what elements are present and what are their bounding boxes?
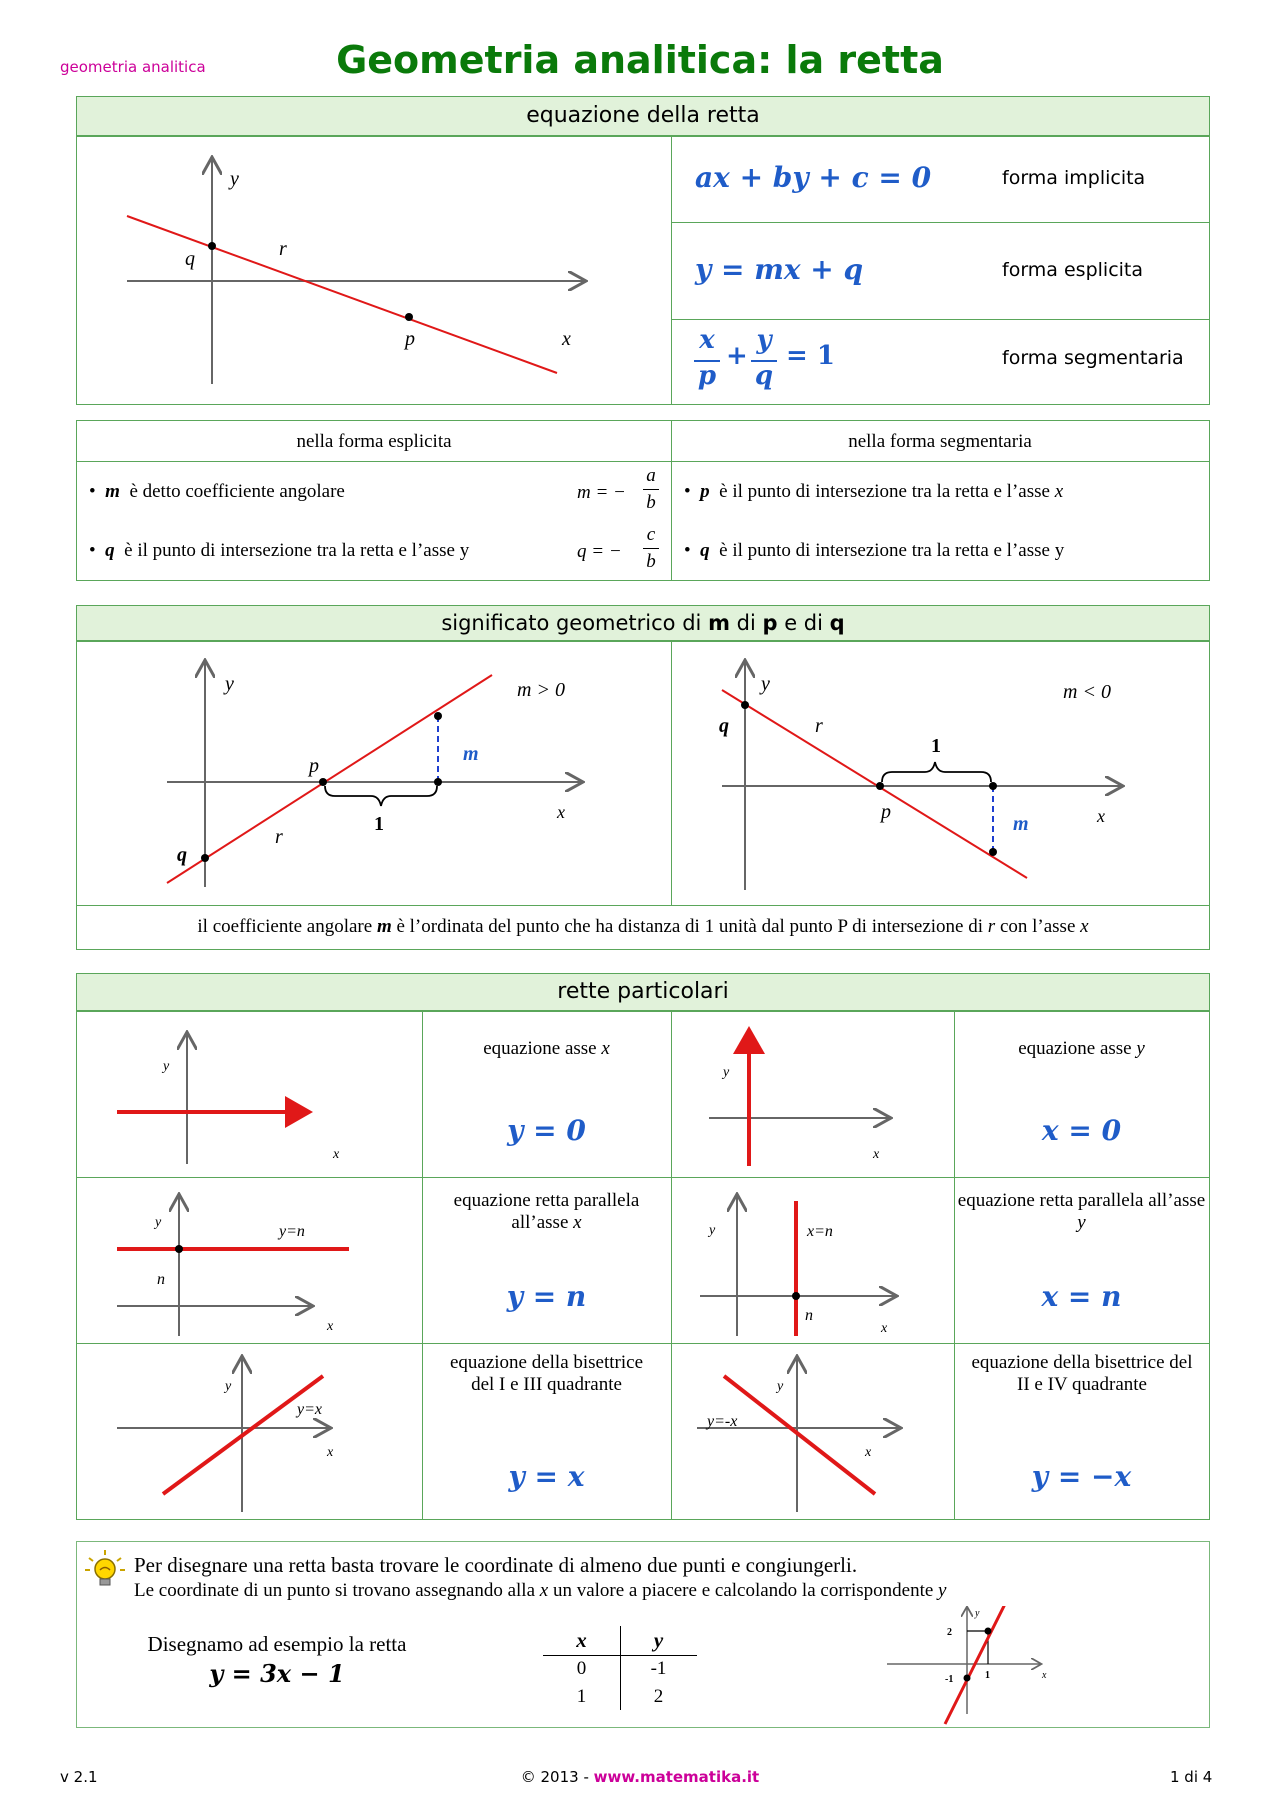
point-p — [405, 313, 413, 321]
svg-text:m > 0: m > 0 — [517, 679, 565, 701]
svg-text:y: y — [761, 673, 770, 695]
svg-text:p: p — [309, 755, 319, 777]
svg-text:x: x — [873, 1147, 880, 1162]
left-title: nella forma esplicita — [296, 431, 452, 452]
frac1-den: p — [697, 361, 717, 391]
eq-parallel-y: x = n — [1041, 1280, 1122, 1313]
desc-parallel-y: equazione retta parallela all’asse y — [957, 1190, 1206, 1233]
lightbulb-icon — [83, 1548, 127, 1592]
section-equazione — [76, 96, 1210, 405]
svg-text:1: 1 — [985, 1670, 990, 1681]
desc-asse-x: equazione asse x — [483, 1038, 610, 1059]
svg-text:y: y — [155, 1215, 162, 1230]
eq-bisettrice-2: y = −x — [1031, 1460, 1132, 1493]
svg-text:y: y — [777, 1379, 784, 1394]
frac2-num: y — [756, 325, 772, 355]
svg-text:m < 0: m < 0 — [1063, 681, 1111, 703]
page-title: Geometria analitica: la retta — [336, 38, 944, 82]
example-equation: y = 3x − 1 — [209, 1659, 345, 1688]
graph-bisettrice-1 — [117, 1352, 417, 1517]
formula-m: m = − a b — [577, 465, 667, 525]
form-segment-label: forma segmentaria — [1002, 347, 1184, 369]
y-label: y — [230, 168, 239, 190]
svg-text:m: m — [1013, 813, 1029, 835]
left-item-q: • q è il punto di intersezione tra la retta e l’asse y — [89, 540, 470, 561]
svg-text:y: y — [163, 1059, 170, 1074]
svg-text:y: y — [975, 1608, 980, 1619]
graph-parallel-y — [697, 1186, 947, 1336]
version-label: v 2.1 — [60, 1768, 98, 1786]
svg-text:r: r — [815, 715, 823, 737]
frac-rest: = 1 — [786, 341, 835, 371]
form-implicit-label: forma implicita — [1002, 167, 1146, 189]
svg-text:p: p — [881, 801, 891, 823]
eq-parallel-x: y = n — [506, 1280, 587, 1313]
example-text: Disegnamo ad esempio la retta — [147, 1632, 407, 1656]
svg-text:1: 1 — [931, 735, 941, 757]
section-forms-detail — [76, 420, 1210, 581]
form-explicit-label: forma esplicita — [1002, 259, 1144, 281]
svg-text:q: q — [177, 844, 187, 866]
topic-label: geometria analitica — [60, 58, 206, 76]
x-label: x — [562, 328, 571, 350]
svg-text:x: x — [557, 802, 565, 822]
example-line2: Le coordinate di un punto si trovano assegnando alla x un valore a piacere e calcolando la corrispondente y — [134, 1580, 947, 1601]
svg-text:n: n — [157, 1271, 165, 1288]
svg-text:y=x: y=x — [297, 1401, 322, 1418]
graph-bisettrice-2 — [697, 1352, 947, 1517]
right-item-q: • q è il punto di intersezione tra la retta e l’asse y — [684, 540, 1065, 561]
copyright: © 2013 - www.matematika.it — [520, 1768, 760, 1786]
table-cell: 1 — [576, 1686, 587, 1707]
frac2-den: q — [754, 361, 774, 391]
svg-text:x: x — [333, 1147, 340, 1162]
svg-text:x: x — [1097, 806, 1105, 826]
graph-asse-x — [117, 1024, 407, 1174]
svg-text:x=n: x=n — [807, 1223, 833, 1240]
graph-m-positive — [137, 650, 657, 900]
p-label: p — [405, 328, 415, 350]
eq-asse-x: y = 0 — [507, 1114, 586, 1147]
svg-text:x: x — [327, 1445, 334, 1460]
example-graph — [887, 1606, 1107, 1726]
graph-parallel-x — [117, 1186, 417, 1336]
svg-text:x: x — [865, 1445, 872, 1460]
section-significato — [76, 605, 1210, 950]
eq-bisettrice-1: y = x — [508, 1460, 585, 1493]
section-rette-particolari — [76, 973, 1210, 1520]
svg-text:y: y — [225, 1379, 232, 1394]
formula-q: q = − c b — [577, 524, 667, 584]
svg-text:n: n — [805, 1307, 813, 1324]
desc-bisettrice-2: equazione della bisettrice del II e IV quadrante — [971, 1352, 1193, 1395]
table-cell: -1 — [650, 1658, 667, 1679]
eq-asse-y: x = 0 — [1041, 1114, 1122, 1147]
section-title: significato geometrico di m di p e di q — [77, 606, 1209, 642]
svg-text:-1: -1 — [945, 1674, 954, 1685]
table-cell: 2 — [653, 1686, 664, 1707]
section-example — [76, 1541, 1210, 1728]
table-header-x: x — [576, 1628, 587, 1652]
equation-explicit: y = mx + q — [695, 253, 864, 286]
svg-text:y: y — [225, 673, 234, 695]
desc-asse-y: equazione asse y — [1018, 1038, 1145, 1059]
right-item-p: • p è il punto di intersezione tra la retta e l’asse x — [684, 481, 1064, 502]
q-label: q — [185, 248, 195, 270]
line-graph — [117, 147, 637, 397]
svg-text:y: y — [709, 1223, 716, 1238]
page-number: 1 di 4 — [1170, 1768, 1213, 1786]
graph-m-negative — [717, 650, 1207, 900]
svg-text:m: m — [463, 743, 479, 765]
table-header-y: y — [653, 1628, 664, 1652]
left-item-m: • m è detto coefficiente angolare — [89, 481, 345, 502]
frac1-num: x — [699, 325, 715, 355]
equation-implicit: ax + by + c = 0 — [695, 161, 932, 194]
site-link[interactable]: www.matematika.it — [593, 1768, 760, 1786]
section-title: rette particolari — [77, 974, 1209, 1012]
svg-text:y=-x: y=-x — [707, 1413, 738, 1430]
svg-text:q: q — [719, 715, 729, 737]
r-label: r — [279, 238, 287, 260]
graph-asse-y — [707, 1024, 947, 1174]
table-cell: 0 — [576, 1658, 587, 1679]
svg-text:x: x — [881, 1321, 888, 1336]
svg-text:x: x — [1042, 1670, 1047, 1681]
right-title: nella forma segmentaria — [848, 431, 1032, 452]
significato-caption: il coefficiente angolare m è l’ordinata del punto che ha distanza di 1 unità dal punto P di intersezione di r con l’asse x — [197, 916, 1089, 937]
point-q — [208, 242, 216, 250]
svg-text:y=n: y=n — [279, 1223, 305, 1240]
equation-segment: x p + y q = 1 — [694, 325, 844, 395]
section-title: equazione della retta — [77, 97, 1209, 137]
svg-text:2: 2 — [947, 1627, 952, 1638]
line-r — [127, 216, 557, 373]
desc-bisettrice-1: equazione della bisettrice del I e III quadrante — [449, 1352, 644, 1395]
svg-text:1: 1 — [374, 813, 384, 835]
example-line1: Per disegnare una retta basta trovare le coordinate di almeno due punti e congiungerli. — [134, 1553, 858, 1577]
svg-text:r: r — [275, 826, 283, 848]
svg-text:y: y — [723, 1065, 730, 1080]
svg-text:x: x — [327, 1319, 334, 1334]
desc-parallel-x: equazione retta parallela all’asse x — [453, 1190, 640, 1233]
